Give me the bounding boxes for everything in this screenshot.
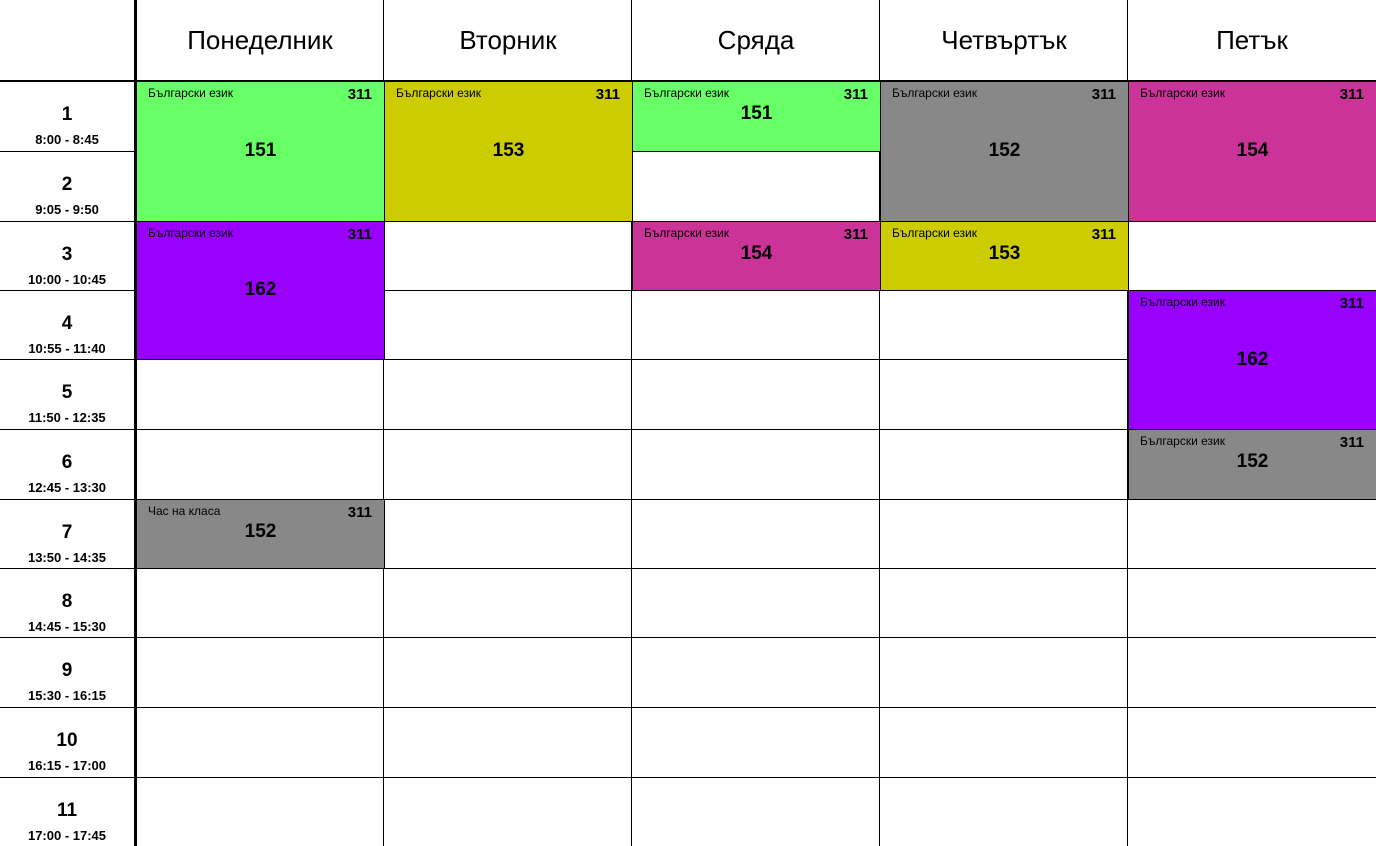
lesson-room: 311 (1091, 86, 1116, 103)
lesson-block[interactable] (632, 81, 881, 152)
lesson-subject: Български език (1140, 86, 1225, 100)
lesson-class: 151 (740, 103, 773, 124)
lesson-class: 153 (492, 140, 525, 161)
lesson-room: 311 (595, 86, 620, 103)
lesson-subject: Български език (1140, 295, 1225, 309)
lesson-block[interactable] (1128, 290, 1376, 430)
lesson-room: 311 (1091, 226, 1116, 243)
period-number: 2 (61, 174, 73, 195)
period-time: 8:00 - 8:45 (35, 132, 99, 147)
period-time: 16:15 - 17:00 (27, 758, 107, 773)
day-header: Вторник (459, 24, 557, 55)
lesson-subject: Български език (148, 86, 233, 100)
period-number: 7 (61, 522, 73, 543)
lesson-room: 311 (1339, 295, 1364, 312)
period-number: 5 (61, 382, 73, 403)
lesson-subject: Български език (148, 226, 233, 240)
lesson-class: 162 (244, 279, 277, 300)
lesson-class: 154 (1236, 140, 1269, 161)
period-number: 6 (61, 452, 73, 473)
lesson-block[interactable] (136, 499, 385, 569)
period-time: 15:30 - 16:15 (27, 688, 107, 703)
lesson-room: 311 (843, 226, 868, 243)
period-number: 3 (61, 244, 73, 265)
lesson-class: 154 (740, 243, 773, 264)
row-divider (0, 637, 1376, 638)
lesson-block[interactable] (880, 81, 1129, 222)
lesson-class: 152 (244, 521, 277, 542)
lesson-class: 162 (1236, 348, 1269, 370)
lesson-subject: Български език (1140, 434, 1225, 448)
day-header: Сряда (717, 24, 795, 55)
lesson-class: 153 (988, 243, 1021, 264)
period-number: 8 (61, 591, 73, 612)
lesson-block[interactable] (136, 81, 385, 222)
day-header: Понеделник (187, 24, 333, 55)
period-time: 11:50 - 12:35 (28, 410, 106, 425)
day-header: Петък (1216, 24, 1288, 55)
lesson-subject: Час на класа (148, 504, 221, 518)
lesson-subject: Български език (892, 226, 977, 240)
lesson-subject: Български език (644, 86, 729, 100)
period-time: 13:50 - 14:35 (27, 550, 107, 565)
lesson-room: 311 (843, 86, 868, 103)
period-number: 4 (61, 313, 73, 334)
lesson-block[interactable] (384, 81, 633, 222)
lesson-room: 311 (1339, 434, 1364, 451)
lesson-room: 311 (1339, 86, 1364, 103)
lesson-subject: Български език (892, 86, 977, 100)
lesson-subject: Български език (396, 86, 481, 100)
lesson-block[interactable] (632, 221, 881, 291)
period-time: 9:05 - 9:50 (35, 202, 99, 217)
lesson-block[interactable] (136, 221, 385, 360)
lesson-class: 151 (244, 140, 277, 161)
row-divider (0, 777, 1376, 778)
period-number: 9 (61, 660, 73, 681)
lesson-room: 311 (347, 226, 372, 243)
period-number: 1 (61, 104, 73, 125)
lesson-room: 311 (347, 86, 372, 103)
lesson-block[interactable] (1128, 81, 1376, 222)
row-divider (0, 707, 1376, 708)
lesson-subject: Български език (644, 226, 729, 240)
lesson-block[interactable] (1128, 429, 1376, 500)
period-time: 14:45 - 15:30 (27, 619, 107, 634)
lesson-class: 152 (1236, 451, 1269, 472)
period-time: 12:45 - 13:30 (27, 480, 107, 495)
period-time: 10:55 - 11:40 (28, 341, 106, 356)
lesson-room: 311 (347, 504, 372, 521)
lesson-class: 152 (988, 140, 1021, 161)
lesson-block[interactable] (880, 221, 1129, 291)
period-time: 10:00 - 10:45 (27, 272, 107, 287)
period-number: 11 (56, 800, 78, 821)
period-number: 10 (56, 730, 78, 751)
day-header: Четвъртък (941, 24, 1067, 55)
period-time: 17:00 - 17:45 (27, 828, 107, 843)
